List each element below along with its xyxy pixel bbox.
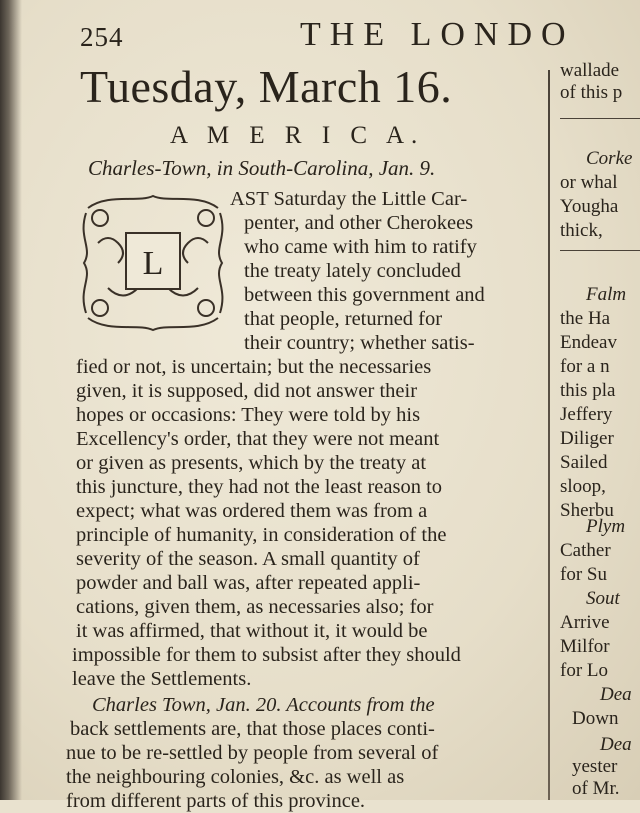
article-line: given, it is supposed, did not answer their: [76, 380, 418, 402]
side-line: Diliger: [560, 428, 614, 449]
date-heading: Tuesday, March 16.: [80, 61, 453, 112]
side-line: Endeav: [560, 332, 617, 353]
side-line: Cather: [560, 540, 611, 561]
side-line: for Lo: [560, 660, 609, 681]
binding-shadow: [0, 0, 22, 800]
article-line: cations, given them, as necessaries also; for: [76, 596, 434, 618]
side-line: sloop,: [560, 476, 606, 497]
side-rule: [560, 250, 640, 251]
article-line: it was affirmed, that without it, it would be: [76, 620, 428, 642]
side-line: thick,: [560, 220, 603, 241]
article-line: leave the Settlements.: [72, 668, 252, 690]
side-line: Yougha: [560, 196, 619, 217]
side-line: or whal: [560, 172, 618, 193]
side-line: Corke: [586, 148, 633, 169]
side-line: Jeffery: [560, 404, 613, 425]
page-number: 254: [80, 22, 124, 52]
side-line: Sherbu: [560, 500, 614, 521]
article-line: the treaty lately concluded: [244, 260, 461, 282]
side-line: Sout: [586, 588, 620, 609]
side-line: Sailed: [560, 452, 608, 473]
section-heading: A M E R I C A.: [170, 122, 425, 149]
side-line: Dea: [600, 734, 632, 755]
column-divider: [548, 70, 550, 800]
side-line: Plym: [586, 516, 626, 537]
article-line: AST Saturday the Little Car-: [230, 188, 468, 210]
ornamental-initial-icon: [78, 188, 228, 338]
side-line: for Su: [560, 564, 607, 585]
article-line: hopes or occasions: They were told by his: [76, 404, 421, 426]
side-line: wallade: [560, 60, 620, 81]
article-line: severity of the season. A small quantity of: [76, 548, 420, 570]
side-line: Dea: [600, 684, 632, 705]
side-line: this pla: [560, 380, 616, 401]
masthead: THE LONDO: [300, 16, 575, 53]
article-line: that people, returned for: [244, 308, 443, 330]
side-line: yester: [572, 756, 618, 777]
article-line: who came with him to ratify: [244, 236, 477, 258]
side-line: for a n: [560, 356, 610, 377]
drop-cap-letter: L: [142, 245, 164, 282]
article-line: impossible for them to subsist after they should: [72, 644, 461, 666]
side-line: Arrive: [560, 612, 610, 633]
article-line: [92, 694, 435, 717]
side-rule: [560, 118, 640, 119]
article-line: expect; what was ordered them was from a: [76, 500, 428, 522]
article-line: between this government and: [244, 284, 485, 306]
article-line: their country; whether satis-: [244, 332, 475, 354]
article-line: the neighbouring colonies, &c. as well as: [66, 766, 405, 788]
side-line: Down: [572, 708, 619, 729]
side-line: the Ha: [560, 308, 611, 329]
article-line: this juncture, they had not the least reason to: [76, 476, 443, 498]
article-line: principle of humanity, in consideration of the: [76, 524, 447, 546]
article-line: or given as presents, which by the treaty at: [76, 452, 427, 474]
dateline: Charles-Town, in South-Carolina, Jan. 9.: [88, 156, 436, 180]
article-line: penter, and other Cherokees: [244, 212, 474, 234]
side-line: of Mr.: [572, 778, 620, 799]
article-line: fied or not, is uncertain; but the necessaries: [76, 356, 432, 378]
side-line: Milfor: [560, 636, 610, 657]
article-line: powder and ball was, after repeated appli-: [76, 572, 421, 594]
side-line: of this p: [560, 82, 623, 103]
side-line: Falm: [586, 284, 627, 305]
article-line: nue to be re-settled by people from several of: [66, 742, 439, 764]
dateline-inline: Charles Town, Jan. 20. Accounts from the: [92, 694, 435, 716]
article-line: from different parts of this province.: [66, 790, 366, 812]
article-line: Excellency's order, that they were not meant: [76, 428, 440, 450]
article-line: back settlements are, that those places conti-: [70, 718, 435, 740]
